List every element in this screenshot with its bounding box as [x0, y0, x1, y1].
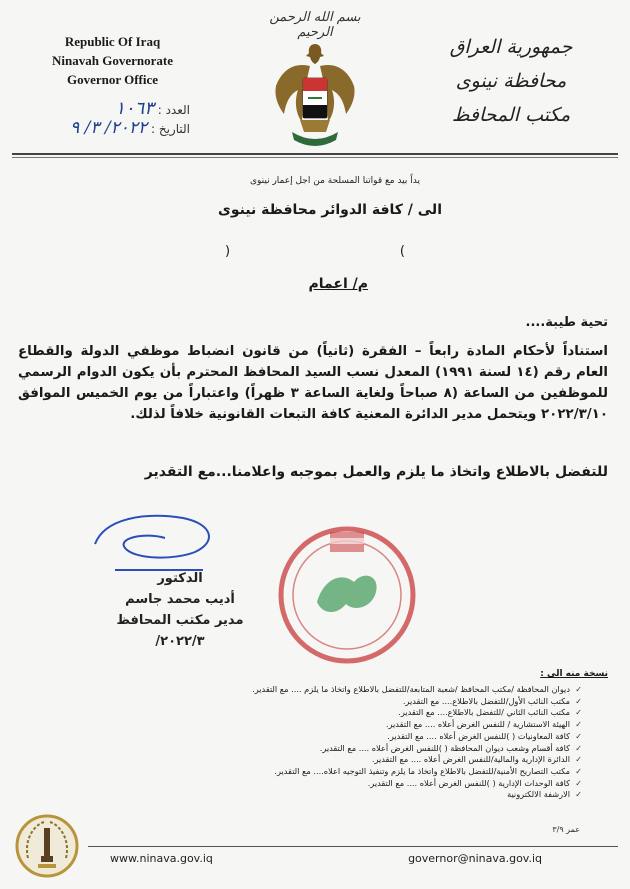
date-label: التاريخ :	[150, 122, 190, 136]
signature-block	[75, 568, 285, 652]
header-divider-thin	[12, 157, 618, 158]
signatory-name: أديب محمد جاسم	[125, 592, 235, 607]
en-line-country: Republic Of Iraq	[64, 34, 161, 49]
signatory-title: الدكتور	[157, 571, 203, 586]
reference-initials: عمر ٣/٩	[552, 825, 580, 834]
footer-divider	[88, 846, 618, 847]
number-label: العدد :	[157, 103, 190, 117]
cc-list	[62, 684, 582, 801]
website-link[interactable]: www.ninava.gov.iq	[110, 852, 213, 865]
paren-left: )	[225, 244, 231, 259]
cc-item: ✓ ديوان المحافظة /مكتب المحافظ /شعبة المتابعة/للتفضل بالاطلاع واتخاذ ما يلزم .... مع التقدير.	[62, 684, 582, 696]
cc-item: ✓ كافة المعاونيات ( )للنفس الغرض أعلاه .... مع التقدير.	[62, 731, 582, 743]
arabic-letterhead	[426, 30, 596, 132]
cc-item: ✓ كافة أقسام وشعب ديوان المحافظة ( )للنفس الغرض أعلاه .... مع التقدير.	[62, 743, 582, 755]
cc-title: نسخة منه الى :	[540, 669, 608, 679]
signatory-position: مدير مكتب المحافظ	[116, 613, 244, 628]
cc-item: ✓ مكتب النائب الأول/للتفضل بالاطلاع.... مع التقدير.	[62, 696, 582, 708]
basmala: بسم الله الرحمن الرحيم	[269, 10, 361, 40]
ar-line-country: جمهورية العراق	[449, 36, 573, 58]
cc-item: ✓ مكتب التصاريح الأمنية/للتفضل بالاطلاع واتخاذ ما يلزم وتنفيذ التوجيه اعلاه.... مع التقدير.	[62, 766, 582, 778]
ar-line-office: مكتب المحافظ	[451, 104, 571, 126]
cc-item: ✓ الارشفة الالكترونية	[62, 789, 582, 801]
cc-item: ✓ مكتب النائب الثاني /للتفضل بالاطلاع.... مع التقدير.	[62, 707, 582, 719]
number-row	[30, 98, 190, 119]
recipient-line: الى / كافة الدوائر محافظة نينوى	[218, 202, 442, 218]
email-link[interactable]: governor@ninava.gov.iq	[408, 852, 542, 865]
subject-line: م/ اعمام	[308, 276, 368, 292]
number-value: ١٠٦٣	[115, 98, 154, 119]
ninawa-logo-icon	[14, 812, 80, 880]
cc-item: ✓ الهيئة الاستشارية / للنفس الغرض أعلاه .... مع التقدير.	[62, 719, 582, 731]
paren-right: (	[399, 244, 405, 259]
iraq-eagle-emblem-icon	[270, 40, 360, 152]
header-divider	[12, 153, 618, 155]
cc-item: ✓ كافة الوحدات الإدارية ( )للنفس الغرض أعلاه .... مع التقدير.	[62, 778, 582, 790]
official-stamp-icon	[272, 520, 422, 670]
en-line-office: Governor Office	[66, 72, 159, 87]
ar-line-governorate: محافظة نينوى	[455, 70, 567, 92]
letter-body: استناداً لأحكام المادة رابعاً – الفقرة (ثانياً) من قانون انضباط موظفي الدولة والقطاع العام رقم (١٤ لسنة ١٩٩١) المعدل نسب السيد المحافظ المحترم بأن يكون الدوام الرسمي للموظفين من الساعة (٨ صباحاً ولغاية الساعة ٣ ظهراً) واعتباراً من يوم الخميس الموافق ٢٠٢٢/٣/١٠ ويتحمل مدير الدائرة المعنية كافة التبعات القانونية خلافاً لذلك.	[18, 344, 609, 422]
greeting: تحية طيبة....	[525, 315, 608, 330]
signature-date: ٢٠٢٢/٣/	[155, 634, 205, 649]
date-value: ٢٠٢٢/ ٣/ ٩	[70, 118, 148, 138]
en-line-governorate: Ninavah Governorate	[52, 53, 173, 68]
motto-line: يداً بيد مع قواتنا المسلحة من اجل إعمار نينوى	[249, 176, 420, 186]
closing-line: للتفضل بالاطلاع واتخاذ ما يلزم والعمل بموجبه واعلامنا...مع التقدير	[144, 464, 608, 480]
english-letterhead	[20, 32, 205, 89]
recipient-parentheses	[225, 244, 405, 259]
date-row	[20, 118, 190, 138]
cc-item: ✓ الدائرة الإدارية والمالية/للنفس الغرض أعلاه .... مع التقدير.	[62, 754, 582, 766]
